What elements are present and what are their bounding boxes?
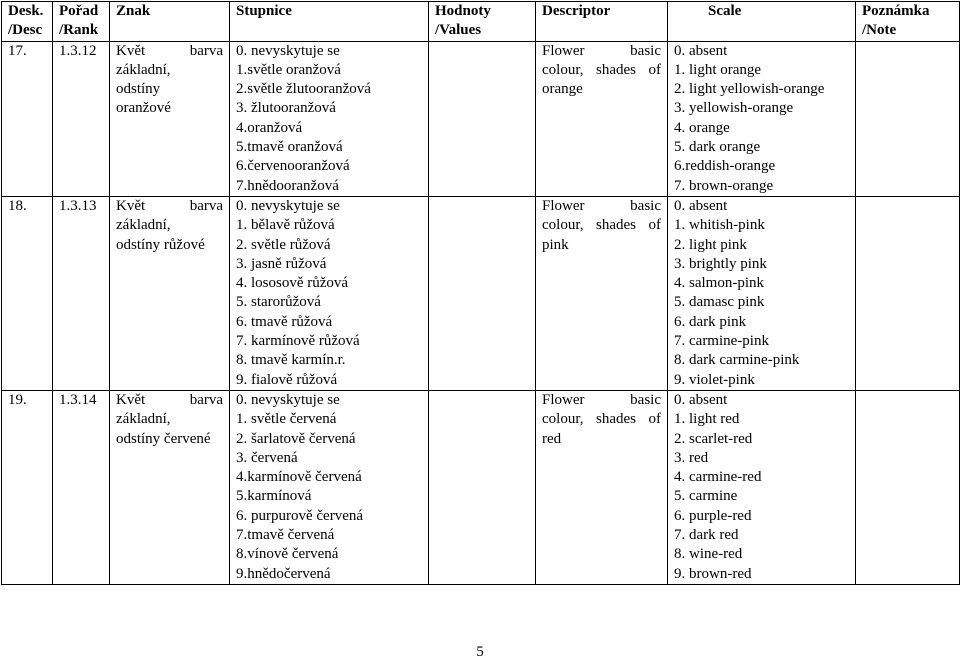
descriptor-cell [536,390,668,584]
znak-cell [110,41,230,196]
header-rank: Pořad /Rank [53,2,110,42]
cell-line: odstíny [116,81,161,98]
cell-line: 5. damasc pink [674,294,765,311]
cell-line: 1. světle červená [236,411,337,428]
table-row [2,196,960,390]
cell-line: odstíny červené [116,430,211,447]
cell-line: 7. brown-orange [674,177,774,194]
cell-line: oranžové [116,100,171,117]
table-row [2,41,960,196]
cell-line: 1. light red [674,411,740,428]
header-note: Poznámka /Note [856,2,960,42]
cell-line: základní, [116,61,171,78]
cell-line: 8.vínově červená [236,546,339,563]
cell-line: 3. jasně růžová [236,255,327,272]
cell-line: 1.3.13 [59,197,97,214]
scale-cell [668,41,856,196]
cell-line: 5. dark orange [674,139,761,156]
scale-cell [668,196,856,390]
cell-line: 0. nevyskytuje se [236,42,340,59]
cell-line: 1.světle oranžová [236,61,341,78]
cell-line: 4.oranžová [236,119,303,136]
cell-line: red [542,430,562,447]
header-znak: Znak [110,2,230,42]
desc-cell [2,390,53,584]
cell-line: 5. starorůžová [236,294,321,311]
cell-line: 7. karmínově růžová [236,333,360,350]
cell-line: 4. orange [674,119,730,136]
scale-cell [668,390,856,584]
cell-line: 5.karmínová [236,488,312,505]
stupnice-cell [230,390,429,584]
descriptor-cell [536,41,668,196]
cell-line: 2. light pink [674,236,747,253]
cell-line: 2. světle růžová [236,236,331,253]
cell-line: Flower basic [542,42,661,59]
rank-cell [53,390,110,584]
cell-line: 7.hnědooranžová [236,177,339,194]
cell-line: 3. red [674,449,709,466]
cell-line: pink [542,236,569,253]
cell-line: 6. dark pink [674,313,747,330]
cell-line: colour, shades of [542,217,661,234]
cell-line: 4.karmínově červená [236,469,362,486]
cell-line: 6.červenooranžová [236,158,350,175]
desc-cell [2,196,53,390]
header-descriptor: Descriptor [536,2,668,42]
cell-line: odstíny růžové [116,236,205,253]
cell-line: 6. purple-red [674,507,752,524]
cell-line: 9.hnědočervená [236,565,331,582]
cell-line: 0. absent [674,42,728,59]
cell-line: 6. purpurově červená [236,507,364,524]
page-number: 5 [476,644,484,660]
cell-line: 1.3.14 [59,391,97,408]
rank-cell [53,196,110,390]
cell-line: 2.světle žlutooranžová [236,81,371,98]
note-cell [856,41,960,196]
cell-line: 0. absent [674,197,728,214]
note-cell [856,390,960,584]
cell-line: 7. dark red [674,527,739,544]
cell-line: 1. bělavě růžová [236,217,335,234]
cell-line: základní, [116,411,171,428]
cell-line: colour, shades of [542,61,661,78]
cell-line: 1.3.12 [59,42,97,59]
note-cell [856,196,960,390]
cell-line: 2. scarlet-red [674,430,753,447]
stupnice-cell [230,196,429,390]
header-row [2,2,960,42]
cell-line: 4. lososově růžová [236,275,349,292]
cell-line: 3. červená [236,449,298,466]
cell-line: 1. whitish-pink [674,217,765,234]
cell-line: Flower basic [542,197,661,214]
cell-line: 9. fialově růžová [236,371,338,388]
cell-line: 8. wine-red [674,546,743,563]
descriptor-table [1,1,960,585]
cell-line: 0. nevyskytuje se [236,391,340,408]
cell-line: 8. tmavě karmín.r. [236,352,346,369]
cell-line: 0. absent [674,391,728,408]
values-cell [429,41,536,196]
cell-line: 5.tmavě oranžová [236,139,343,156]
cell-line: 3. yellowish-orange [674,100,794,117]
cell-line: 7.tmavě červená [236,527,335,544]
values-cell [429,196,536,390]
cell-line: 6.reddish-orange [674,158,776,175]
header-scale: Scale [668,2,856,42]
header-stupnice: Stupnice [230,2,429,42]
cell-line: Flower basic [542,391,661,408]
values-cell [429,390,536,584]
cell-line: 17. [8,42,27,59]
cell-line: 5. carmine [674,488,738,505]
stupnice-cell [230,41,429,196]
cell-line: 2. light yellowish-orange [674,81,825,98]
cell-line: Květ barva [116,391,223,408]
cell-line: 9. brown-red [674,565,752,582]
cell-line: 8. dark carmine-pink [674,352,800,369]
cell-line: 18. [8,197,27,214]
cell-line: 6. tmavě růžová [236,313,333,330]
rank-cell [53,41,110,196]
cell-line: Květ barva [116,197,223,214]
cell-line: colour, shades of [542,411,661,428]
desc-cell [2,41,53,196]
cell-line: 7. carmine-pink [674,333,769,350]
descriptor-cell [536,196,668,390]
znak-cell [110,196,230,390]
cell-line: 4. carmine-red [674,469,762,486]
cell-line: 9. violet-pink [674,371,755,388]
znak-cell [110,390,230,584]
header-desc: Desk. /Desc [2,2,53,42]
cell-line: 1. light orange [674,61,762,78]
table-row [2,390,960,584]
header-values: Hodnoty /Values [429,2,536,42]
cell-line: Květ barva [116,42,223,59]
cell-line: 4. salmon-pink [674,275,764,292]
cell-line: 2. šarlatově červená [236,430,356,447]
cell-line: 0. nevyskytuje se [236,197,340,214]
cell-line: 19. [8,391,27,408]
cell-line: základní, [116,217,171,234]
cell-line: 3. brightly pink [674,255,767,272]
cell-line: orange [542,81,583,98]
cell-line: 3. žlutooranžová [236,100,336,117]
